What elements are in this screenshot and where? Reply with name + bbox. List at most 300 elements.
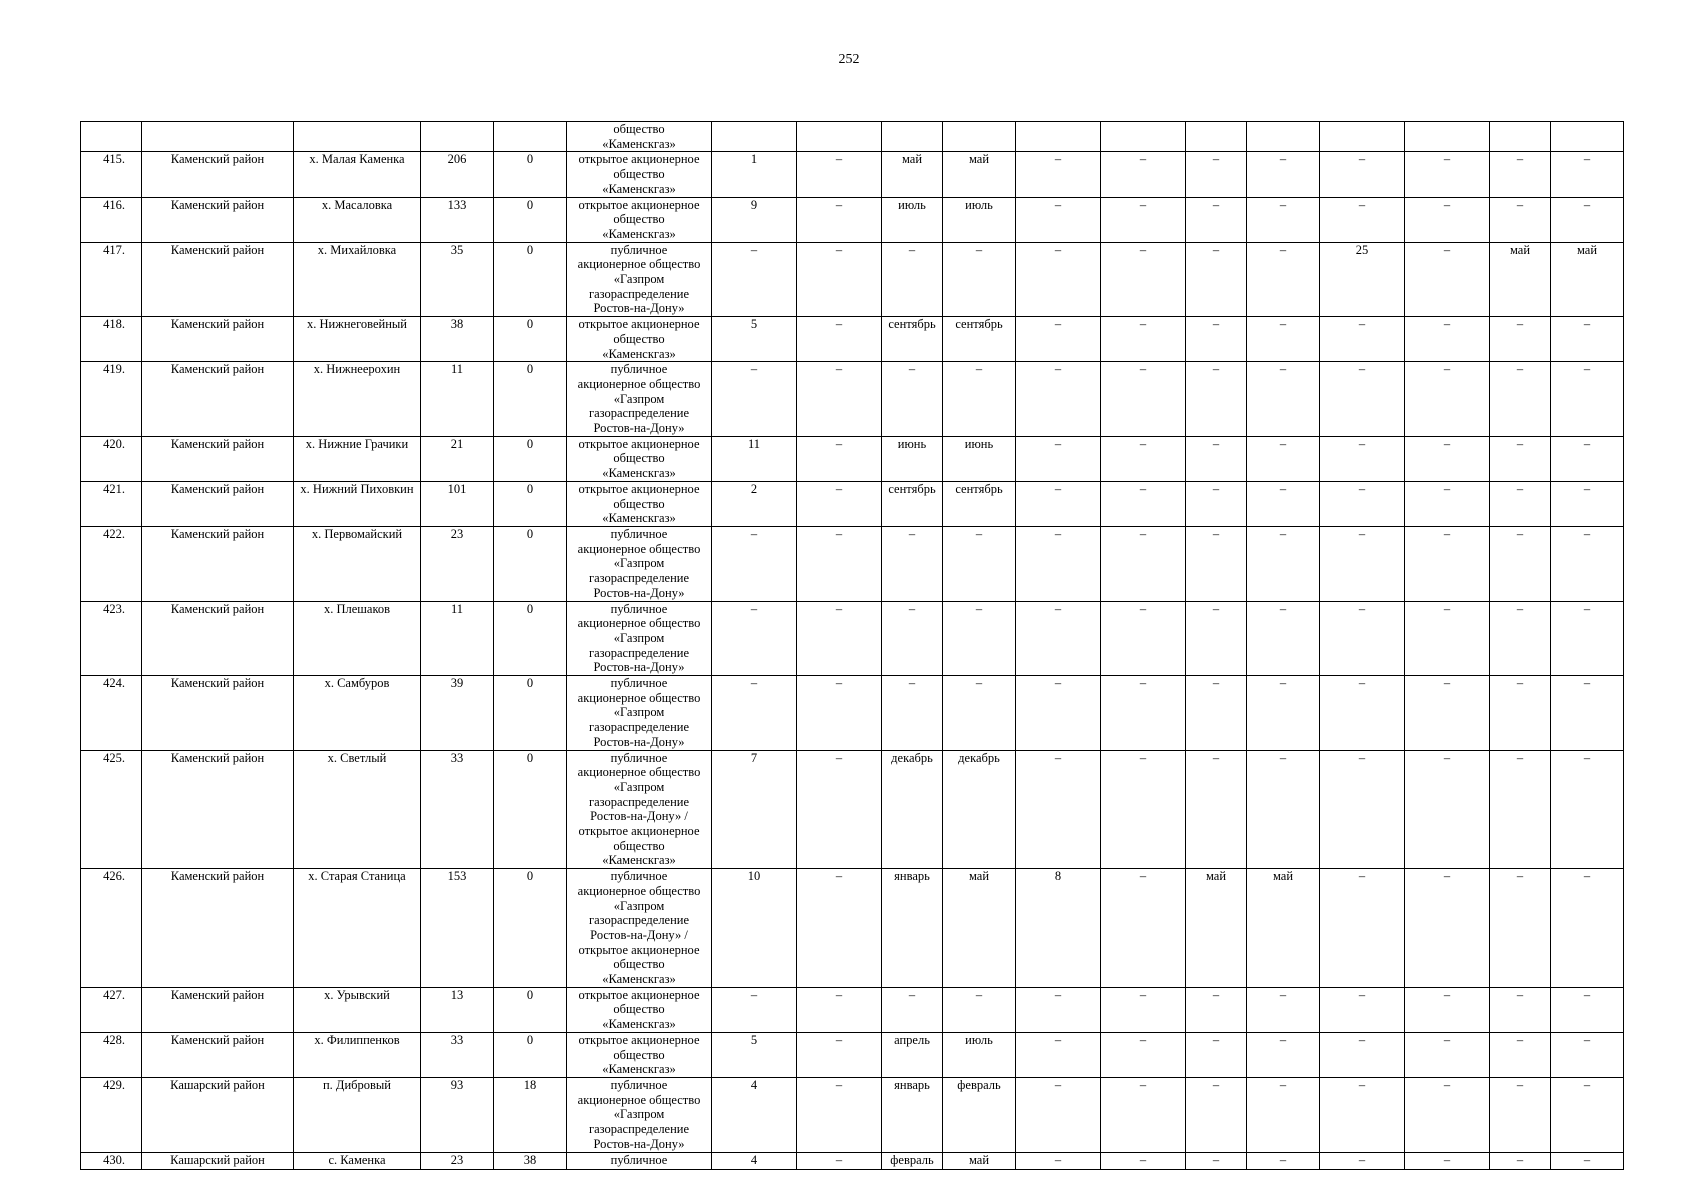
organization-cell: публичное (567, 1152, 712, 1169)
table-row (81, 869, 1624, 988)
settlement-cell: х. Старая Станица (294, 869, 421, 988)
organization-cell: открытое акционерное общество «Каменскгаз» (567, 152, 712, 197)
settlement-cell: х. Нижний Пиховкин (294, 481, 421, 526)
district-cell: Каменский район (142, 750, 294, 869)
month-cell-13: – (1186, 526, 1247, 601)
month-cell-18: – (1551, 1032, 1624, 1077)
value-cell-11: – (1016, 1152, 1101, 1169)
value-cell-15: – (1320, 317, 1405, 362)
value-cell-12: – (1101, 242, 1186, 317)
district-cell: Каменский район (142, 197, 294, 242)
value-cell-7: 7 (712, 750, 797, 869)
value-cell-16: – (1405, 987, 1490, 1032)
value-cell-16: – (1405, 869, 1490, 988)
month-cell-13: – (1186, 362, 1247, 437)
value-cell-16: – (1405, 750, 1490, 869)
value-cell-4: 93 (421, 1078, 494, 1153)
row-number: 428. (81, 1032, 142, 1077)
month-cell-13: – (1186, 1078, 1247, 1153)
data-table (80, 121, 1624, 1170)
value-cell-8: – (797, 1152, 882, 1169)
month-cell-10: – (943, 601, 1016, 676)
settlement-cell: х. Самбуров (294, 676, 421, 751)
organization-cell: открытое акционерное общество «Каменскгаз» (567, 197, 712, 242)
settlement-cell: п. Дибровый (294, 1078, 421, 1153)
month-cell-14: май (1247, 869, 1320, 988)
district-cell: Кашарский район (142, 1152, 294, 1169)
month-cell-17: – (1490, 526, 1551, 601)
value-cell-5: 0 (494, 601, 567, 676)
month-cell-18: – (1551, 750, 1624, 869)
month-cell-9: май (882, 152, 943, 197)
value-cell-15: – (1320, 362, 1405, 437)
month-cell-9: июнь (882, 436, 943, 481)
month-cell-18: – (1551, 197, 1624, 242)
organization-cell: публичное акционерное общество «Газпром газораспределение Ростов-на-Дону» / открытое акционерное общество «Каменскгаз» (567, 869, 712, 988)
value-cell-11 (1016, 122, 1101, 152)
month-cell-13: – (1186, 987, 1247, 1032)
value-cell-8: – (797, 242, 882, 317)
value-cell-16: – (1405, 526, 1490, 601)
value-cell-5: 0 (494, 317, 567, 362)
value-cell-4: 33 (421, 1032, 494, 1077)
month-cell-17: – (1490, 750, 1551, 869)
table-row (81, 1032, 1624, 1077)
month-cell-10: май (943, 152, 1016, 197)
row-number: 423. (81, 601, 142, 676)
value-cell-7: – (712, 242, 797, 317)
month-cell-9 (882, 122, 943, 152)
month-cell-17: – (1490, 601, 1551, 676)
value-cell-16: – (1405, 362, 1490, 437)
month-cell-10: июль (943, 197, 1016, 242)
value-cell-12: – (1101, 317, 1186, 362)
value-cell-5: 0 (494, 987, 567, 1032)
value-cell-8: – (797, 436, 882, 481)
month-cell-18: – (1551, 362, 1624, 437)
month-cell-18: – (1551, 1078, 1624, 1153)
value-cell-5: 0 (494, 481, 567, 526)
month-cell-18 (1551, 122, 1624, 152)
month-cell-9: – (882, 676, 943, 751)
value-cell-4 (421, 122, 494, 152)
month-cell-17: – (1490, 869, 1551, 988)
month-cell-18: – (1551, 601, 1624, 676)
value-cell-16 (1405, 122, 1490, 152)
value-cell-15: – (1320, 676, 1405, 751)
value-cell-7: 5 (712, 1032, 797, 1077)
month-cell-18: – (1551, 987, 1624, 1032)
value-cell-12: – (1101, 1078, 1186, 1153)
settlement-cell: х. Урывский (294, 987, 421, 1032)
row-number: 416. (81, 197, 142, 242)
month-cell-17: – (1490, 436, 1551, 481)
value-cell-5: 38 (494, 1152, 567, 1169)
value-cell-16: – (1405, 1032, 1490, 1077)
table-row (81, 122, 1624, 152)
table-row (81, 601, 1624, 676)
value-cell-8: – (797, 317, 882, 362)
value-cell-8: – (797, 676, 882, 751)
month-cell-17: – (1490, 317, 1551, 362)
value-cell-12: – (1101, 1152, 1186, 1169)
month-cell-18: май (1551, 242, 1624, 317)
value-cell-7: – (712, 601, 797, 676)
month-cell-10: – (943, 362, 1016, 437)
value-cell-4: 38 (421, 317, 494, 362)
value-cell-11: – (1016, 481, 1101, 526)
value-cell-4: 13 (421, 987, 494, 1032)
value-cell-4: 39 (421, 676, 494, 751)
value-cell-8: – (797, 526, 882, 601)
month-cell-17: – (1490, 676, 1551, 751)
month-cell-9: – (882, 601, 943, 676)
settlement-cell: х. Светлый (294, 750, 421, 869)
month-cell-17: – (1490, 1032, 1551, 1077)
settlement-cell: х. Масаловка (294, 197, 421, 242)
value-cell-7 (712, 122, 797, 152)
value-cell-11: – (1016, 987, 1101, 1032)
value-cell-5: 0 (494, 362, 567, 437)
value-cell-7: 5 (712, 317, 797, 362)
settlement-cell (294, 122, 421, 152)
month-cell-18: – (1551, 676, 1624, 751)
month-cell-13: май (1186, 869, 1247, 988)
month-cell-18: – (1551, 152, 1624, 197)
month-cell-9: – (882, 362, 943, 437)
district-cell: Каменский район (142, 152, 294, 197)
month-cell-14: – (1247, 242, 1320, 317)
value-cell-15: – (1320, 152, 1405, 197)
value-cell-12: – (1101, 362, 1186, 437)
district-cell: Каменский район (142, 601, 294, 676)
value-cell-4: 23 (421, 526, 494, 601)
value-cell-12: – (1101, 481, 1186, 526)
month-cell-14: – (1247, 676, 1320, 751)
district-cell (142, 122, 294, 152)
value-cell-7: 2 (712, 481, 797, 526)
month-cell-10 (943, 122, 1016, 152)
organization-cell: открытое акционерное общество «Каменскгаз» (567, 317, 712, 362)
value-cell-16: – (1405, 1152, 1490, 1169)
table-row (81, 242, 1624, 317)
table-row (81, 987, 1624, 1032)
district-cell: Каменский район (142, 242, 294, 317)
table-row (81, 481, 1624, 526)
settlement-cell: х. Нижние Грачики (294, 436, 421, 481)
row-number: 426. (81, 869, 142, 988)
settlement-cell: х. Нижнеерохин (294, 362, 421, 437)
value-cell-11: – (1016, 317, 1101, 362)
value-cell-15: – (1320, 601, 1405, 676)
table-body (81, 122, 1624, 1170)
month-cell-10: сентябрь (943, 481, 1016, 526)
organization-cell: публичное акционерное общество «Газпром газораспределение Ростов-на-Дону» (567, 242, 712, 317)
district-cell: Каменский район (142, 987, 294, 1032)
row-number: 425. (81, 750, 142, 869)
value-cell-4: 21 (421, 436, 494, 481)
organization-cell: открытое акционерное общество «Каменскгаз» (567, 1032, 712, 1077)
month-cell-10: – (943, 987, 1016, 1032)
value-cell-16: – (1405, 152, 1490, 197)
value-cell-12: – (1101, 197, 1186, 242)
value-cell-7: 10 (712, 869, 797, 988)
value-cell-12: – (1101, 750, 1186, 869)
month-cell-13: – (1186, 152, 1247, 197)
organization-cell: публичное акционерное общество «Газпром газораспределение Ростов-на-Дону» / открытое акционерное общество «Каменскгаз» (567, 750, 712, 869)
value-cell-5: 0 (494, 676, 567, 751)
value-cell-5: 0 (494, 152, 567, 197)
row-number: 419. (81, 362, 142, 437)
month-cell-17: – (1490, 987, 1551, 1032)
value-cell-8: – (797, 481, 882, 526)
value-cell-12 (1101, 122, 1186, 152)
value-cell-8: – (797, 869, 882, 988)
table-row (81, 526, 1624, 601)
row-number: 430. (81, 1152, 142, 1169)
month-cell-10: сентябрь (943, 317, 1016, 362)
settlement-cell: х. Плешаков (294, 601, 421, 676)
table-row (81, 1078, 1624, 1153)
month-cell-18: – (1551, 317, 1624, 362)
value-cell-15: – (1320, 869, 1405, 988)
table-row (81, 317, 1624, 362)
month-cell-14: – (1247, 987, 1320, 1032)
district-cell: Кашарский район (142, 1078, 294, 1153)
value-cell-12: – (1101, 526, 1186, 601)
month-cell-9: – (882, 526, 943, 601)
value-cell-5: 0 (494, 197, 567, 242)
settlement-cell: с. Каменка (294, 1152, 421, 1169)
organization-cell: публичное акционерное общество «Газпром газораспределение Ростов-на-Дону» (567, 1078, 712, 1153)
table-row (81, 152, 1624, 197)
table-row (81, 676, 1624, 751)
value-cell-12: – (1101, 1032, 1186, 1077)
month-cell-14: – (1247, 1078, 1320, 1153)
month-cell-13: – (1186, 481, 1247, 526)
month-cell-17: – (1490, 481, 1551, 526)
month-cell-10: декабрь (943, 750, 1016, 869)
value-cell-11: – (1016, 601, 1101, 676)
month-cell-9: февраль (882, 1152, 943, 1169)
organization-cell: публичное акционерное общество «Газпром газораспределение Ростов-на-Дону» (567, 676, 712, 751)
month-cell-17: май (1490, 242, 1551, 317)
value-cell-7: 1 (712, 152, 797, 197)
value-cell-15: – (1320, 1078, 1405, 1153)
value-cell-16: – (1405, 1078, 1490, 1153)
organization-cell: открытое акционерное общество «Каменскгаз» (567, 987, 712, 1032)
organization-cell: публичное акционерное общество «Газпром газораспределение Ростов-на-Дону» (567, 526, 712, 601)
value-cell-11: – (1016, 1032, 1101, 1077)
value-cell-12: – (1101, 676, 1186, 751)
value-cell-11: – (1016, 750, 1101, 869)
row-number: 429. (81, 1078, 142, 1153)
value-cell-11: 8 (1016, 869, 1101, 988)
value-cell-8: – (797, 750, 882, 869)
month-cell-14: – (1247, 1152, 1320, 1169)
organization-cell: открытое акционерное общество «Каменскгаз» (567, 481, 712, 526)
settlement-cell: х. Первомайский (294, 526, 421, 601)
value-cell-5: 0 (494, 242, 567, 317)
value-cell-12: – (1101, 152, 1186, 197)
value-cell-5 (494, 122, 567, 152)
district-cell: Каменский район (142, 869, 294, 988)
row-number: 421. (81, 481, 142, 526)
value-cell-16: – (1405, 242, 1490, 317)
organization-cell: открытое акционерное общество «Каменскгаз» (567, 436, 712, 481)
value-cell-4: 11 (421, 362, 494, 437)
value-cell-15: 25 (1320, 242, 1405, 317)
organization-cell: публичное акционерное общество «Газпром газораспределение Ростов-на-Дону» (567, 362, 712, 437)
month-cell-10: май (943, 869, 1016, 988)
month-cell-9: январь (882, 869, 943, 988)
value-cell-16: – (1405, 317, 1490, 362)
value-cell-5: 0 (494, 526, 567, 601)
value-cell-11: – (1016, 676, 1101, 751)
value-cell-16: – (1405, 481, 1490, 526)
month-cell-9: – (882, 987, 943, 1032)
value-cell-8: – (797, 362, 882, 437)
value-cell-15: – (1320, 481, 1405, 526)
month-cell-13: – (1186, 601, 1247, 676)
value-cell-16: – (1405, 601, 1490, 676)
value-cell-8: – (797, 987, 882, 1032)
month-cell-13: – (1186, 676, 1247, 751)
value-cell-7: – (712, 676, 797, 751)
value-cell-16: – (1405, 676, 1490, 751)
value-cell-15: – (1320, 436, 1405, 481)
value-cell-4: 11 (421, 601, 494, 676)
month-cell-13 (1186, 122, 1247, 152)
month-cell-9: январь (882, 1078, 943, 1153)
value-cell-8: – (797, 1032, 882, 1077)
value-cell-5: 0 (494, 1032, 567, 1077)
row-number: 427. (81, 987, 142, 1032)
month-cell-14: – (1247, 197, 1320, 242)
month-cell-18: – (1551, 481, 1624, 526)
table-row (81, 197, 1624, 242)
month-cell-14: – (1247, 362, 1320, 437)
value-cell-11: – (1016, 1078, 1101, 1153)
value-cell-4: 35 (421, 242, 494, 317)
month-cell-13: – (1186, 1152, 1247, 1169)
month-cell-10: – (943, 526, 1016, 601)
district-cell: Каменский район (142, 676, 294, 751)
value-cell-7: 11 (712, 436, 797, 481)
month-cell-18: – (1551, 1152, 1624, 1169)
month-cell-14: – (1247, 526, 1320, 601)
organization-cell: общество «Каменскгаз» (567, 122, 712, 152)
row-number: 422. (81, 526, 142, 601)
value-cell-11: – (1016, 362, 1101, 437)
value-cell-4: 153 (421, 869, 494, 988)
month-cell-13: – (1186, 242, 1247, 317)
month-cell-17: – (1490, 152, 1551, 197)
month-cell-14: – (1247, 152, 1320, 197)
month-cell-17 (1490, 122, 1551, 152)
page-number: 252 (838, 52, 860, 67)
month-cell-14: – (1247, 436, 1320, 481)
month-cell-17: – (1490, 197, 1551, 242)
value-cell-15: – (1320, 526, 1405, 601)
row-number: 417. (81, 242, 142, 317)
value-cell-4: 33 (421, 750, 494, 869)
value-cell-12: – (1101, 987, 1186, 1032)
value-cell-15: – (1320, 987, 1405, 1032)
month-cell-13: – (1186, 750, 1247, 869)
value-cell-15: – (1320, 197, 1405, 242)
value-cell-8: – (797, 152, 882, 197)
value-cell-7: 9 (712, 197, 797, 242)
value-cell-8 (797, 122, 882, 152)
value-cell-11: – (1016, 152, 1101, 197)
value-cell-5: 18 (494, 1078, 567, 1153)
value-cell-7: – (712, 526, 797, 601)
value-cell-5: 0 (494, 436, 567, 481)
value-cell-8: – (797, 601, 882, 676)
table-row (81, 750, 1624, 869)
settlement-cell: х. Малая Каменка (294, 152, 421, 197)
month-cell-17: – (1490, 362, 1551, 437)
table-row (81, 362, 1624, 437)
value-cell-15: – (1320, 1032, 1405, 1077)
month-cell-17: – (1490, 1152, 1551, 1169)
month-cell-9: сентябрь (882, 481, 943, 526)
value-cell-4: 101 (421, 481, 494, 526)
value-cell-11: – (1016, 197, 1101, 242)
value-cell-16: – (1405, 436, 1490, 481)
month-cell-10: июль (943, 1032, 1016, 1077)
month-cell-14: – (1247, 750, 1320, 869)
district-cell: Каменский район (142, 1032, 294, 1077)
value-cell-12: – (1101, 869, 1186, 988)
value-cell-16: – (1405, 197, 1490, 242)
month-cell-10: – (943, 676, 1016, 751)
value-cell-12: – (1101, 436, 1186, 481)
district-cell: Каменский район (142, 481, 294, 526)
value-cell-15 (1320, 122, 1405, 152)
value-cell-7: – (712, 987, 797, 1032)
value-cell-7: 4 (712, 1078, 797, 1153)
value-cell-5: 0 (494, 869, 567, 988)
settlement-cell: х. Нижнеговейный (294, 317, 421, 362)
month-cell-14: – (1247, 481, 1320, 526)
organization-cell: публичное акционерное общество «Газпром газораспределение Ростов-на-Дону» (567, 601, 712, 676)
value-cell-8: – (797, 1078, 882, 1153)
district-cell: Каменский район (142, 362, 294, 437)
month-cell-9: – (882, 242, 943, 317)
row-number (81, 122, 142, 152)
value-cell-7: 4 (712, 1152, 797, 1169)
value-cell-8: – (797, 197, 882, 242)
month-cell-9: декабрь (882, 750, 943, 869)
district-cell: Каменский район (142, 317, 294, 362)
month-cell-13: – (1186, 1032, 1247, 1077)
value-cell-11: – (1016, 526, 1101, 601)
row-number: 415. (81, 152, 142, 197)
month-cell-10: июнь (943, 436, 1016, 481)
month-cell-9: апрель (882, 1032, 943, 1077)
value-cell-5: 0 (494, 750, 567, 869)
month-cell-10: – (943, 242, 1016, 317)
settlement-cell: х. Филиппенков (294, 1032, 421, 1077)
district-cell: Каменский район (142, 436, 294, 481)
month-cell-9: сентябрь (882, 317, 943, 362)
month-cell-13: – (1186, 197, 1247, 242)
value-cell-11: – (1016, 436, 1101, 481)
month-cell-9: июль (882, 197, 943, 242)
month-cell-14: – (1247, 1032, 1320, 1077)
